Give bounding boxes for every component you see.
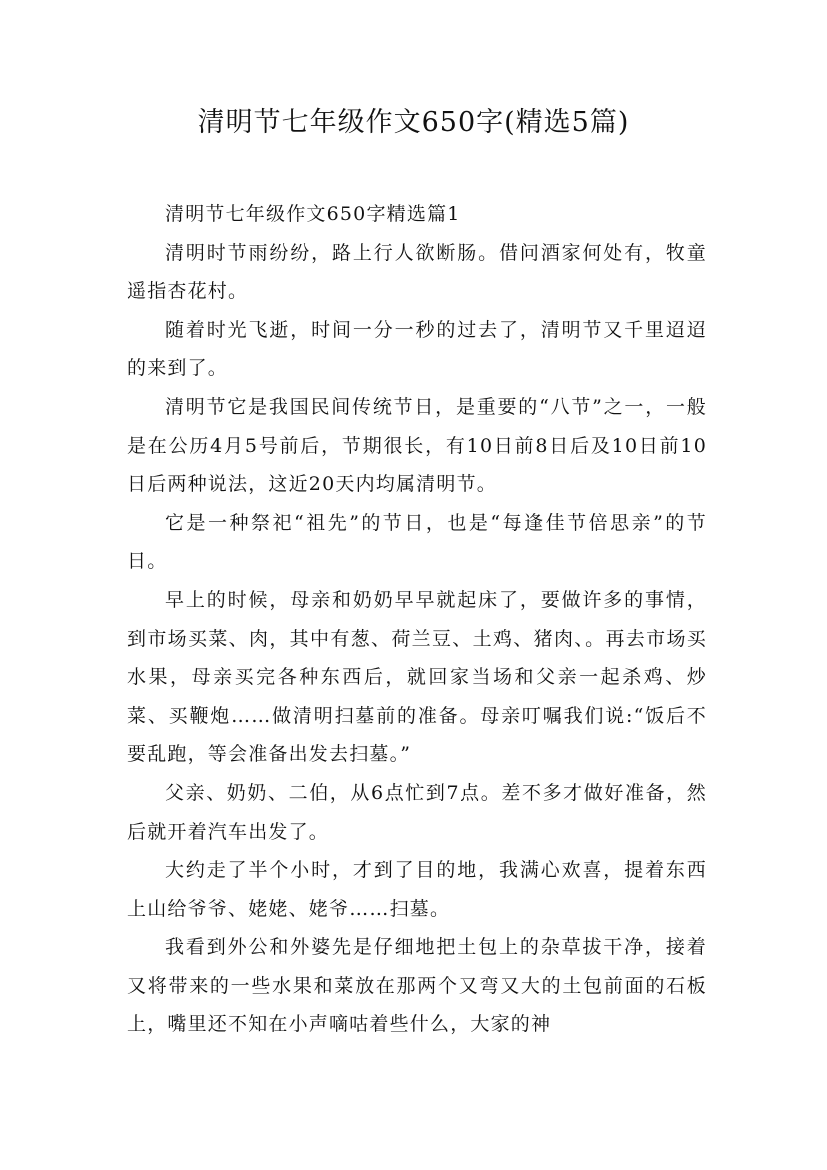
paragraph: 我看到外公和外婆先是仔细地把土包上的杂草拔干净，接着又将带来的一些水果和菜放在那两个又弯又大的土包前面的石板上，嘴里还不知在小声嘀咕着些什么，大家的神 (127, 936, 707, 1036)
paragraph: 清明时节雨纷纷，路上行人欲断肠。借问酒家何处有，牧童遥指杏花村。 (127, 241, 707, 303)
paragraph: 父亲、奶奶、二伯，从6点忙到7点。差不多才做好准备，然后就开着汽车出发了。 (127, 781, 707, 843)
paragraph: 大约走了半个小时，才到了目的地，我满心欢喜，提着东西上山给爷爷、姥姥、姥爷……扫墓。 (127, 859, 707, 920)
paragraph: 随着时光飞逝，时间一分一秒的过去了，清明节又千里迢迢的来到了。 (127, 318, 707, 380)
paragraph: 早上的时候，母亲和奶奶早早就起床了，要做许多的事情，到市场买菜、肉，其中有葱、荷兰豆、土鸡、猪肉、。再去市场买水果，母亲买完各种东西后，就回家当场和父亲一起杀鸡、炒菜、买鞭炮……做清明扫墓前的准备。母亲叮嘱我们说:“饭后不要乱跑，等会准备出发去扫墓。” (127, 588, 707, 766)
document-title: 清明节七年级作文650字(精选5篇) (197, 107, 630, 138)
document-body (127, 195, 707, 1044)
paragraph: 它是一种祭祀“祖先”的节日，也是“每逢佳节倍思亲”的节日。 (127, 511, 707, 573)
paragraph: 清明节它是我国民间传统节日，是重要的“八节”之一，一般是在公历4月5号前后，节期很长，有10日前8日后及10日前10日后两种说法，这近20天内均属清明节。 (127, 395, 707, 496)
section-heading: 清明节七年级作文650字精选篇1 (165, 203, 461, 225)
